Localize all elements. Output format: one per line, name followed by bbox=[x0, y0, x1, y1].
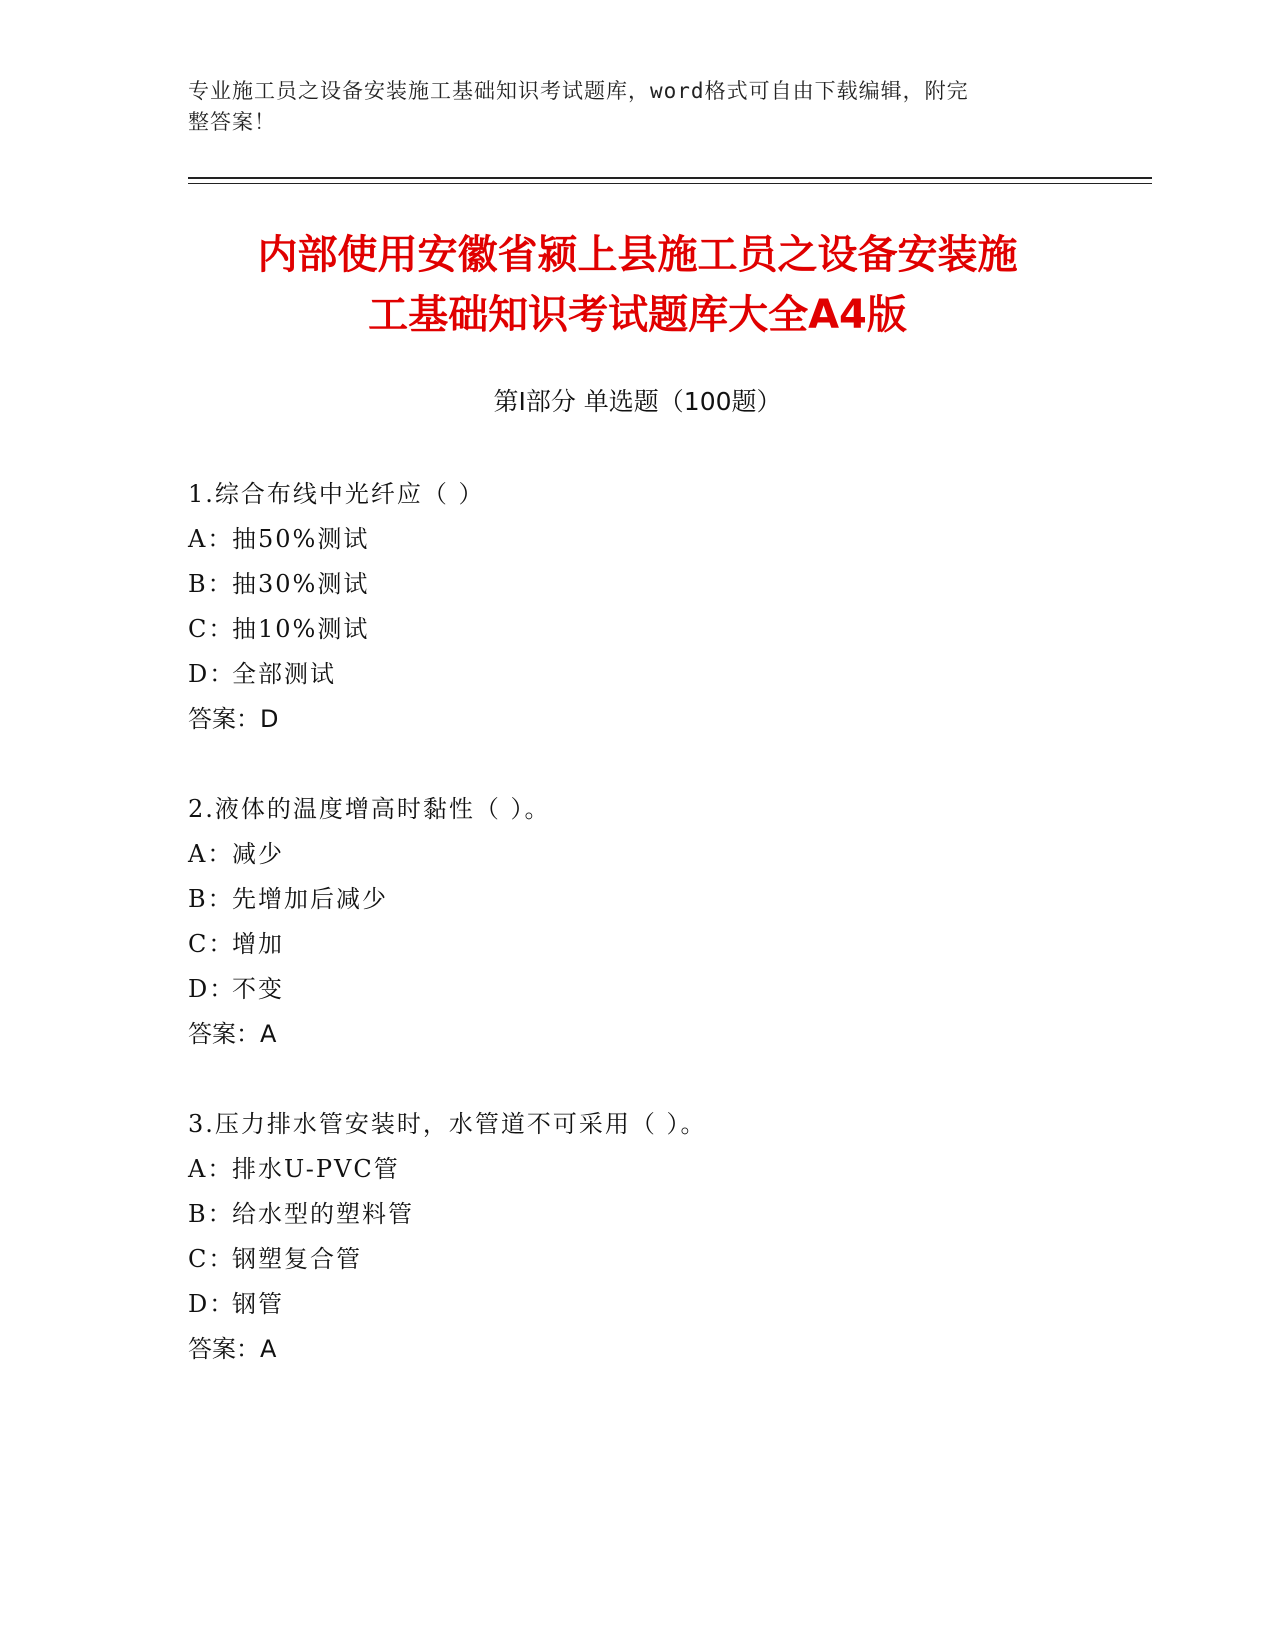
option-a bbox=[188, 832, 1148, 877]
option-b bbox=[188, 877, 1148, 922]
option-text: 抽30%测试 bbox=[232, 570, 370, 598]
answer-line bbox=[188, 697, 1148, 742]
option-b bbox=[188, 562, 1148, 607]
header-note-line-1: 专业施工员之设备安装施工基础知识考试题库，word格式可自由下载编辑，附完 bbox=[188, 79, 969, 103]
option-text: 减少 bbox=[232, 840, 284, 868]
question-text: 综合布线中光纤应（ ） bbox=[214, 480, 485, 508]
option-text: 全部测试 bbox=[232, 660, 336, 688]
option-d bbox=[188, 652, 1148, 697]
question-number: 1 . bbox=[188, 480, 215, 508]
answer-label: 答案： bbox=[188, 1335, 260, 1363]
answer-label: 答案： bbox=[188, 1020, 260, 1048]
option-text: 先增加后减少 bbox=[232, 885, 388, 913]
option-text: 排水U-PVC管 bbox=[232, 1155, 400, 1183]
section-title: 第Ⅰ部分 单选题（100题） bbox=[493, 387, 782, 416]
answer-value: A bbox=[260, 1335, 277, 1363]
question-3 bbox=[188, 1102, 1148, 1372]
option-key: C： bbox=[188, 1245, 235, 1273]
option-d bbox=[188, 967, 1148, 1012]
answer-line bbox=[188, 1327, 1148, 1372]
header-divider-thin bbox=[188, 183, 1152, 184]
document-title-line-1: 内部使用安徽省颍上县施工员之设备安装施 bbox=[257, 232, 1018, 278]
option-key: B： bbox=[188, 570, 234, 598]
question-number: 2 . bbox=[188, 795, 215, 823]
option-text: 给水型的塑料管 bbox=[232, 1200, 414, 1228]
option-c bbox=[188, 922, 1148, 967]
option-a bbox=[188, 517, 1148, 562]
answer-line bbox=[188, 1012, 1148, 1057]
answer-value: A bbox=[260, 1020, 277, 1048]
question-stem bbox=[188, 472, 1148, 517]
option-key: A： bbox=[188, 525, 234, 553]
question-2 bbox=[188, 787, 1148, 1057]
option-key: C： bbox=[188, 930, 235, 958]
option-c bbox=[188, 607, 1148, 652]
answer-label: 答案： bbox=[188, 705, 260, 733]
question-stem bbox=[188, 787, 1148, 832]
option-d bbox=[188, 1282, 1148, 1327]
option-c bbox=[188, 1237, 1148, 1282]
question-text: 压力排水管安装时，水管道不可采用（ ）。 bbox=[214, 1110, 707, 1138]
option-text: 钢管 bbox=[232, 1290, 284, 1318]
header-divider-thick bbox=[188, 177, 1152, 179]
option-key: A： bbox=[188, 840, 234, 868]
question-1 bbox=[188, 472, 1148, 742]
question-list bbox=[188, 472, 1148, 1417]
header-note bbox=[188, 76, 1068, 138]
option-text: 钢塑复合管 bbox=[232, 1245, 362, 1273]
option-key: D： bbox=[188, 660, 236, 688]
header-note-line-2: 整答案！ bbox=[188, 110, 276, 134]
option-key: B： bbox=[188, 1200, 234, 1228]
question-number: 3 . bbox=[188, 1110, 215, 1138]
option-a bbox=[188, 1147, 1148, 1192]
option-b bbox=[188, 1192, 1148, 1237]
option-key: D： bbox=[188, 975, 236, 1003]
option-text: 增加 bbox=[232, 930, 284, 958]
option-key: B： bbox=[188, 885, 234, 913]
option-text: 抽10%测试 bbox=[232, 615, 370, 643]
option-text: 抽50%测试 bbox=[232, 525, 370, 553]
option-key: C： bbox=[188, 615, 235, 643]
document-title-line-2: 工基础知识考试题库大全A4版 bbox=[368, 292, 907, 338]
document-title bbox=[150, 225, 1125, 345]
question-text: 液体的温度增高时黏性（ ）。 bbox=[214, 795, 551, 823]
option-text: 不变 bbox=[232, 975, 284, 1003]
question-stem bbox=[188, 1102, 1148, 1147]
option-key: D： bbox=[188, 1290, 236, 1318]
answer-value: D bbox=[260, 705, 279, 733]
option-key: A： bbox=[188, 1155, 234, 1183]
